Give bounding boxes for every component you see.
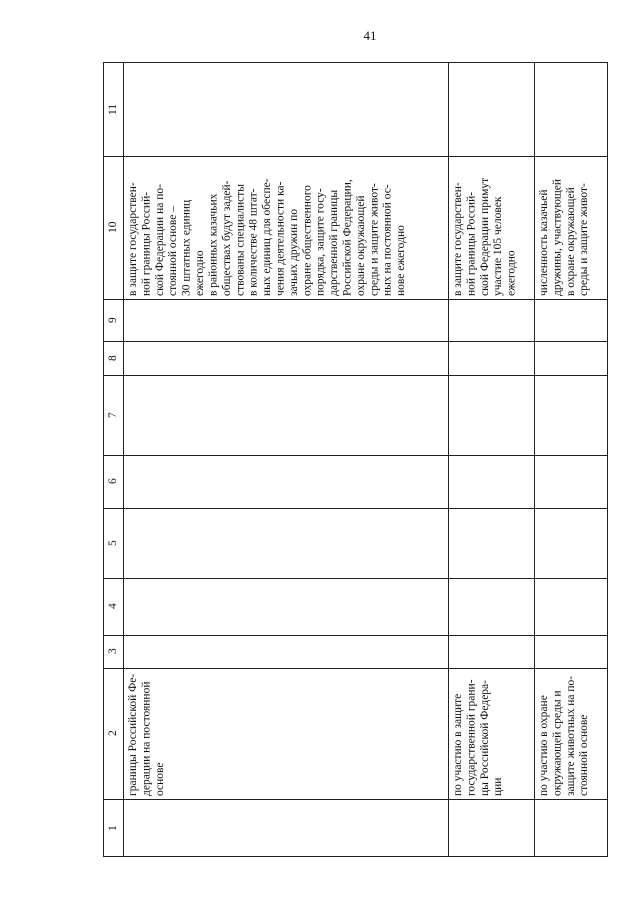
row1-col10-line: дарственной границы — [328, 189, 341, 296]
row1-col10-line: среды и защите живот- — [368, 183, 381, 296]
row2-col2-line: государственной грани- — [465, 679, 478, 796]
row1-col10-line: чения деятельности ка- — [274, 181, 287, 296]
row2-col2-line: ции — [492, 777, 505, 796]
header-col-9: 9 — [107, 317, 119, 323]
row2-col10-line: ежегодно — [505, 250, 518, 296]
row1-col2-line: границы Российской Фе- — [127, 673, 139, 796]
row3-col2-line: окружающей среды и — [551, 690, 564, 796]
row1-col10-line: в районных казачьих — [207, 193, 220, 296]
row1-col10-line: ной границы Россий- — [140, 191, 153, 296]
row1-col10-line: порядка, защите госу- — [314, 188, 327, 296]
row2-col10-line: участие 105 человек — [492, 196, 505, 296]
data-table — [103, 62, 608, 857]
row1-col10-line: ствованы специалисты — [234, 184, 247, 296]
row1-col10-line: охране общественного — [301, 185, 314, 296]
header-col-5: 5 — [107, 540, 119, 546]
row1-col2-line: основе — [153, 762, 166, 796]
row3-col2-line: защите животных на по- — [564, 675, 577, 796]
header-col-1: 1 — [107, 825, 119, 831]
row2-col2-cell — [452, 672, 531, 796]
header-col-2: 2 — [107, 730, 119, 737]
row3-col10-line: в охране окружающей — [564, 187, 577, 296]
row2-col10-line: ской Федерации примут — [478, 177, 491, 296]
header-col-3: 3 — [107, 648, 119, 655]
header-col-8: 8 — [107, 355, 119, 361]
row2-col10-line: в защите государствен- — [452, 182, 464, 296]
header-col-11: 11 — [107, 103, 119, 115]
row1-col10-line: ных на постоянной ос- — [381, 184, 394, 296]
row2-col10-cell — [452, 159, 531, 296]
row3-col2-line: стоянной основе — [578, 714, 591, 796]
row3-col10-line: дружины, участвующей — [551, 178, 564, 296]
row1-col2-cell — [127, 672, 445, 796]
row1-col10-line: ных единиц для обеспе- — [261, 178, 274, 296]
row1-col10-cell — [127, 159, 445, 296]
row1-col2-line: дерации на постоянной — [140, 681, 153, 796]
row3-col2-cell — [538, 672, 604, 796]
row2-col10-line: ной границы Россий- — [465, 191, 478, 296]
row1-col10-line: в защите государствен- — [127, 182, 139, 296]
row3-col10-line: численность казачьей — [538, 189, 550, 296]
header-col-7: 7 — [107, 412, 119, 418]
header-col-4: 4 — [107, 603, 119, 610]
header-col-6: 6 — [107, 478, 119, 485]
row2-col2-line: по участию в защите — [452, 693, 464, 796]
row1-col10-line: 30 штатных единиц — [180, 199, 193, 296]
row3-col10-line: среды и защите живот- — [578, 183, 591, 296]
row1-col10-line: стоянной основе – — [167, 205, 180, 296]
header-col-10: 10 — [107, 221, 119, 234]
row1-col10-line: Российской Федерации, — [341, 179, 354, 296]
row1-col10-line: в количестве 48 штат- — [247, 188, 260, 296]
page-number: 41 — [363, 28, 377, 43]
row3-col10-cell — [538, 159, 604, 296]
row1-col10-line: нове ежегодно — [395, 225, 408, 296]
row1-col10-line: ской Федерации на по- — [153, 184, 166, 296]
row3-col2-line: по участию в охране — [538, 695, 550, 796]
row1-col10-line: обществах будут задей- — [220, 180, 233, 296]
row1-col10-line: охране окружающей — [354, 195, 367, 296]
row1-col10-line: зачьих дружин по — [287, 208, 300, 296]
row1-col10-line: ежегодно — [194, 250, 207, 296]
row2-col2-line: цы Российской Федера- — [478, 680, 491, 796]
